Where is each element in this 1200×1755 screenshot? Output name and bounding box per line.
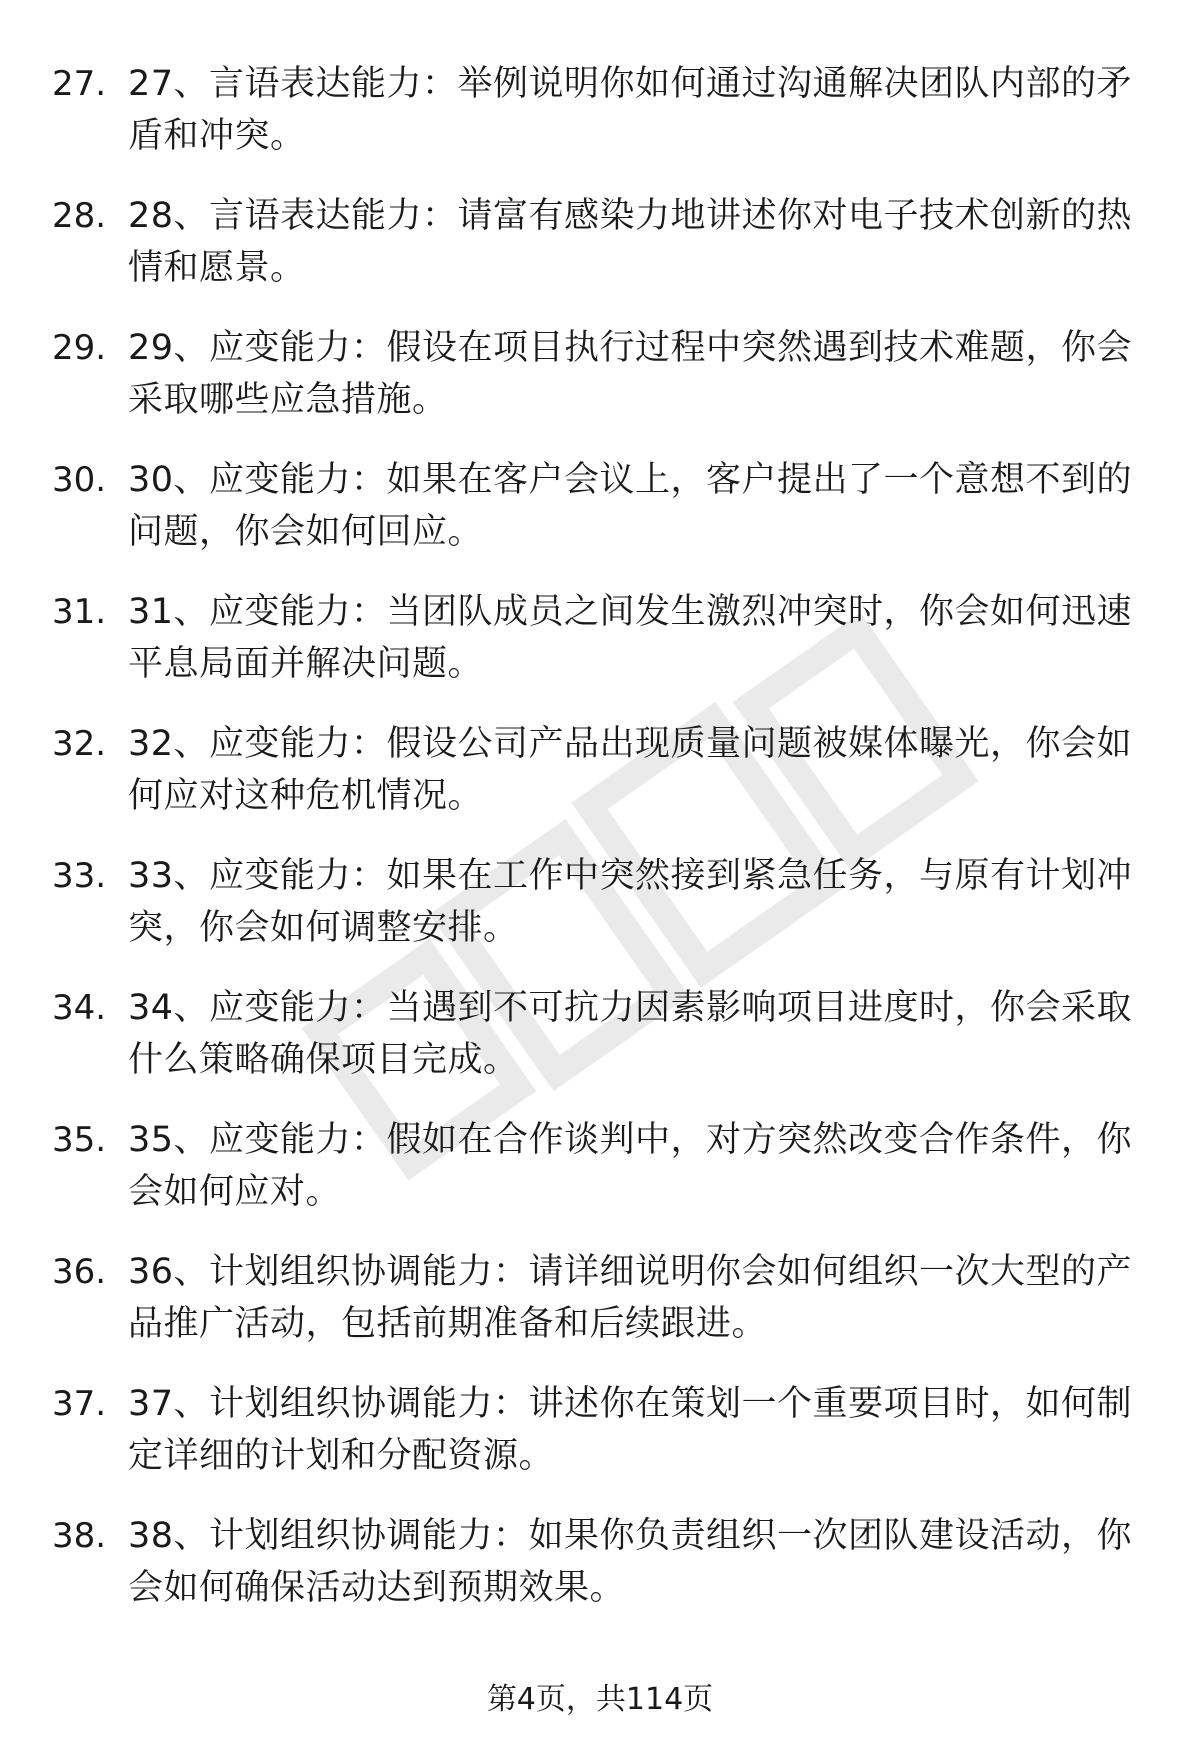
question-item: [0, 850, 1200, 982]
question-number: 34.: [52, 988, 107, 1028]
question-text: 29、应变能力：假设在项目执行过程中突然遇到技术难题，你会采取哪些应急措施。: [128, 328, 1133, 420]
question-number: 38.: [52, 1516, 107, 1556]
question-number: 27.: [52, 64, 107, 104]
question-item: [0, 1510, 1200, 1642]
question-list: [0, 58, 1200, 1642]
question-text: 33、应变能力：如果在工作中突然接到紧急任务，与原有计划冲突，你会如何调整安排。: [128, 856, 1133, 948]
question-number: 29.: [52, 328, 107, 368]
question-text: 31、应变能力：当团队成员之间发生激烈冲突时，你会如何迅速平息局面并解决问题。: [128, 592, 1133, 684]
question-number: 37.: [52, 1384, 107, 1424]
question-number: 35.: [52, 1120, 107, 1160]
question-text: 37、计划组织协调能力：讲述你在策划一个重要项目时，如何制定详细的计划和分配资源。: [128, 1384, 1133, 1476]
question-item: [0, 586, 1200, 718]
question-number: 31.: [52, 592, 107, 632]
question-item: [0, 322, 1200, 454]
question-item: [0, 454, 1200, 586]
question-number: 33.: [52, 856, 107, 896]
question-item: [0, 58, 1200, 190]
question-text: 36、计划组织协调能力：请详细说明你会如何组织一次大型的产品推广活动，包括前期准备和后续跟进。: [128, 1252, 1133, 1344]
question-number: 32.: [52, 724, 107, 764]
question-text: 38、计划组织协调能力：如果你负责组织一次团队建设活动，你会如何确保活动达到预期效果。: [128, 1516, 1133, 1608]
question-text: 30、应变能力：如果在客户会议上，客户提出了一个意想不到的问题，你会如何回应。: [128, 460, 1133, 552]
question-number: 28.: [52, 196, 107, 236]
question-item: [0, 1246, 1200, 1378]
question-text: 28、言语表达能力：请富有感染力地讲述你对电子技术创新的热情和愿景。: [128, 196, 1133, 288]
question-text: 35、应变能力：假如在合作谈判中，对方突然改变合作条件，你会如何应对。: [128, 1120, 1133, 1212]
question-number: 36.: [52, 1252, 107, 1292]
question-text: 32、应变能力：假设公司产品出现质量问题被媒体曝光，你会如何应对这种危机情况。: [128, 724, 1133, 816]
question-item: [0, 718, 1200, 850]
question-item: [0, 1114, 1200, 1246]
question-number: 30.: [52, 460, 107, 500]
question-item: [0, 982, 1200, 1114]
question-text: 34、应变能力：当遇到不可抗力因素影响项目进度时，你会采取什么策略确保项目完成。: [128, 988, 1133, 1080]
question-item: [0, 1378, 1200, 1510]
question-item: [0, 190, 1200, 322]
page-number-footer: 第4页，共114页: [486, 1682, 714, 1717]
question-text: 27、言语表达能力：举例说明你如何通过沟通解决团队内部的矛盾和冲突。: [128, 64, 1133, 156]
